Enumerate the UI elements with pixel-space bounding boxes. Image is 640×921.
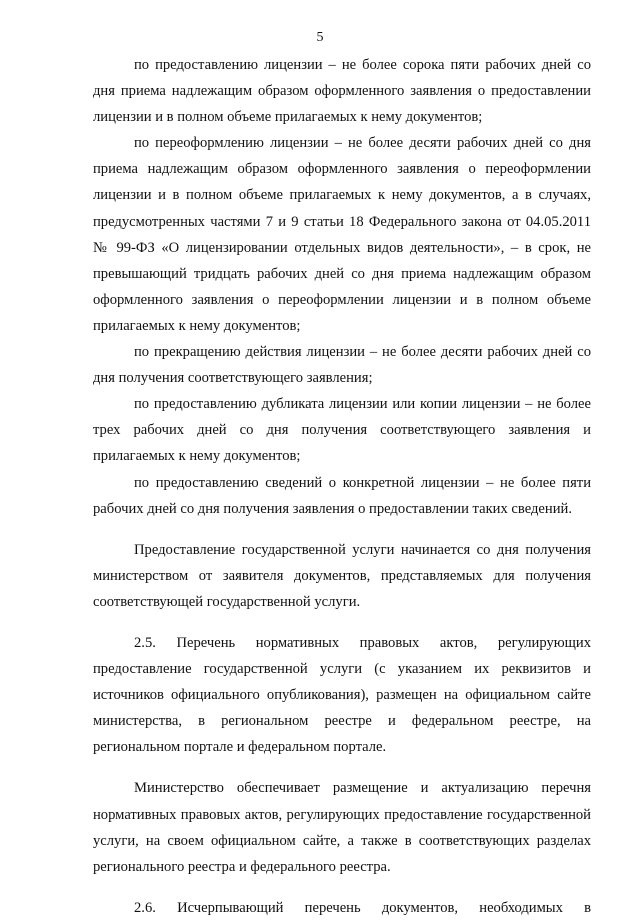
- page-number: 5: [316, 30, 324, 45]
- document-body: [93, 52, 591, 921]
- paragraph-license-reissue-term: по переоформлению лицензии – не более десяти рабочих дней со дня приема надлежащим образом оформленного заявления о переоформлении лицензии и в полном объеме прилагаемых к нему документов, а в случаях, предусмотренных частями 7 и 9 статьи 18 Федерального закона от 04.05.2011 № 99-ФЗ «О лицензировании отдельных видов деятельности», – в срок, не превышающий тридцать рабочих дней со дня приема надлежащим образом оформленного заявления о переоформлении лицензии и в полном объеме прилагаемых к нему документов;: [93, 135, 591, 334]
- paragraph-duplicate-term: по предоставлению дубликата лицензии или копии лицензии – не более трех рабочих дней со дня получения соответствующего заявления и прилагаемых к нему документов;: [93, 396, 591, 465]
- paragraph-license-termination-term: по прекращению действия лицензии – не более десяти рабочих дней со дня получения соответствующего заявления;: [93, 344, 591, 387]
- paragraph-2-6-documents: 2.6. Исчерпывающий перечень документов, необходимых в: [134, 899, 591, 916]
- paragraph-service-start: Предоставление государственной услуги начинается со дня получения министерством от заявителя документов, представляемых для получения соответствующей государственной услуги.: [93, 541, 591, 610]
- paragraph-license-issue-term: по предоставлению лицензии – не более сорока пяти рабочих дней со дня приема надлежащим образом оформленного заявления о предоставлении лицензии и в полном объеме прилагаемых к нему документов;: [93, 57, 591, 126]
- paragraph-2-5-legal-acts: 2.5. Перечень нормативных правовых актов, регулирующих предоставление государственной услуги (с указанием их реквизитов и источников официального опубликования), размещен на официальном сайте министерства, в региональном реестре и федеральном реестре, на региональном портале и федеральном портале.: [93, 634, 591, 756]
- paragraph-license-info-term: по предоставлению сведений о конкретной лицензии – не более пяти рабочих дней со дня получения заявления о предоставлении таких сведений.: [93, 474, 591, 517]
- paragraph-ministry-publication: Министерство обеспечивает размещение и актуализацию перечня нормативных правовых актов, регулирующих предоставление государственной услуги, на своем официальном сайте, а также в соответствующих разделах регионального реестра и федерального реестра.: [93, 780, 591, 875]
